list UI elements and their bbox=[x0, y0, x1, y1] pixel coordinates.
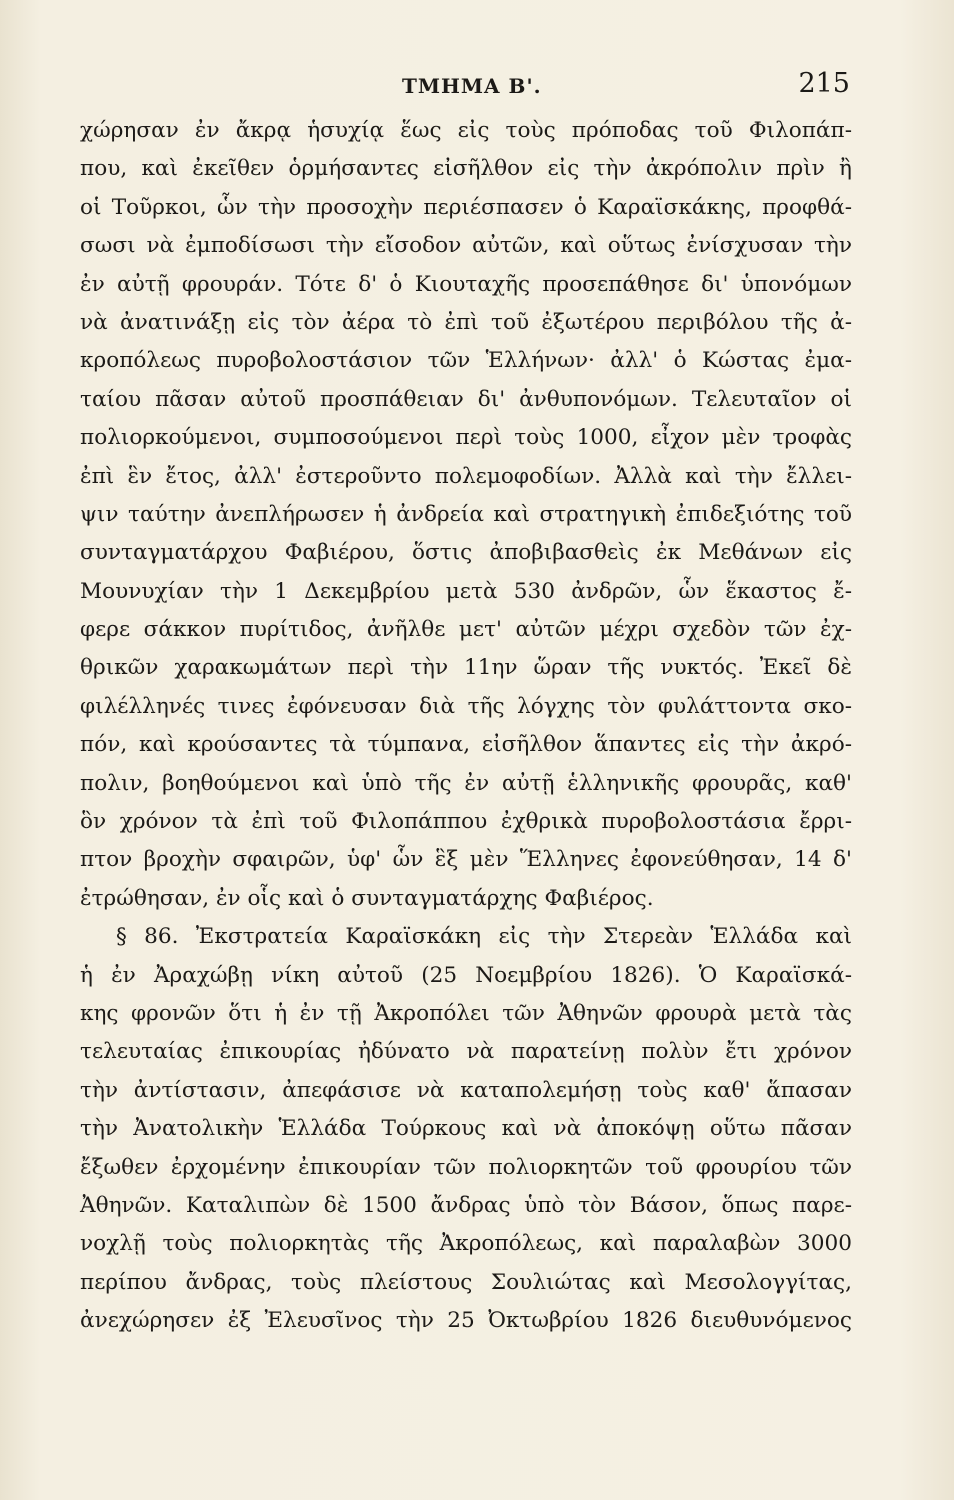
text-line: τὴν Ἀνατολικὴν Ἑλλάδα Τούρκους καὶ νὰ ἀποκόψῃ οὕτω πᾶσαν bbox=[80, 1116, 852, 1142]
text-line: ἀνεχώρησεν ἐξ Ἐλευσῖνος τὴν 25 Ὀκτωβρίου 1826 διευθυνόμενος bbox=[80, 1308, 852, 1334]
text-line: οἱ Τοῦρκοι, ὧν τὴν προσοχὴν περιέσπασεν ὁ Καραϊσκάκης, προφθά- bbox=[80, 194, 852, 220]
text-line: πολιορκούμενοι, συμποσούμενοι περὶ τοὺς 1000, εἶχον μὲν τροφὰς bbox=[80, 425, 852, 451]
body-text bbox=[80, 112, 852, 1341]
text-line: τελευταίας ἐπικουρίας ἠδύνατο νὰ παρατείνῃ πολὺν ἔτι χρόνον bbox=[80, 1039, 852, 1065]
section-heading-line: § 86. Ἐκστρατεία Καραϊσκάκη εἰς τὴν Στερεὰν Ἑλλάδα καὶ bbox=[116, 924, 852, 950]
text-line: νὰ ἀνατινάξῃ εἰς τὸν ἀέρα τὸ ἐπὶ τοῦ ἐξωτέρου περιβόλου τῆς ἀ- bbox=[80, 309, 852, 335]
text-line: πόν, καὶ κρούσαντες τὰ τύμπανα, εἰσῆλθον ἅπαντες εἰς τὴν ἀκρό- bbox=[80, 732, 852, 758]
text-line: πτον βροχὴν σφαιρῶν, ὑφ' ὧν ἓξ μὲν Ἕλληνες ἐφονεύθησαν, 14 δ' bbox=[80, 847, 852, 873]
text-line: ψιν ταύτην ἀνεπλήρωσεν ἡ ἀνδρεία καὶ στρατηγικὴ ἐπιδεξιότης τοῦ bbox=[80, 501, 852, 527]
text-line: ὃν χρόνον τὰ ἐπὶ τοῦ Φιλοπάππου ἐχθρικὰ πυροβολοστάσια ἔρρι- bbox=[80, 809, 852, 835]
page-header bbox=[80, 68, 850, 108]
text-line: φιλέλληνές τινες ἐφόνευσαν διὰ τῆς λόγχης τὸν φυλάττοντα σκο- bbox=[80, 693, 852, 719]
text-line: σωσι νὰ ἐμποδίσωσι τὴν εἴσοδον αὐτῶν, καὶ οὕτως ἐνίσχυσαν τὴν bbox=[80, 233, 852, 259]
text-line: κροπόλεως πυροβολοστάσιον τῶν Ἑλλήνων· ἀλλ' ὁ Κώστας ἐμα- bbox=[80, 348, 852, 374]
text-line: κης φρονῶν ὅτι ἡ ἐν τῇ Ἀκροπόλει τῶν Ἀθηνῶν φρουρὰ μετὰ τὰς bbox=[80, 1000, 852, 1026]
text-line: ἐτρώθησαν, ἐν οἷς καὶ ὁ συνταγματάρχης Φαβιέρος. bbox=[80, 885, 654, 911]
text-line: ἐπὶ ἓν ἔτος, ἀλλ' ἐστεροῦντο πολεμοφοδίων. Ἀλλὰ καὶ τὴν ἔλλει- bbox=[80, 463, 852, 489]
text-line: τὴν ἀντίστασιν, ἀπεφάσισε νὰ καταπολεμήσῃ τοὺς καθ' ἅπασαν bbox=[80, 1077, 852, 1103]
text-line: ἐν αὐτῇ φρουράν. Τότε δ' ὁ Κιουταχῆς προσεπάθησε δι' ὑπονόμων bbox=[80, 271, 852, 297]
text-line: περίπου ἄνδρας, τοὺς πλείστους Σουλιώτας καὶ Μεσολογγίτας, bbox=[80, 1269, 852, 1295]
text-line: συνταγματάρχου Φαβιέρου, ὅστις ἀποβιβασθεὶς ἐκ Μεθάνων εἰς bbox=[80, 540, 852, 566]
running-title: ΤΜΗΜΑ Β'. bbox=[402, 74, 542, 98]
page-number: 215 bbox=[798, 68, 850, 99]
text-line: Μουνυχίαν τὴν 1 Δεκεμβρίου μετὰ 530 ἀνδρῶν, ὧν ἕκαστος ἔ- bbox=[80, 578, 852, 604]
text-line: ἔξωθεν ἐρχομένην ἐπικουρίαν τῶν πολιορκητῶν τοῦ φρουρίου τῶν bbox=[80, 1154, 852, 1180]
text-line: πολιν, βοηθούμενοι καὶ ὑπὸ τῆς ἐν αὐτῇ ἑλληνικῆς φρουρᾶς, καθ' bbox=[80, 770, 852, 796]
text-line: θρικῶν χαρακωμάτων περὶ τὴν 11ην ὥραν τῆς νυκτός. Ἐκεῖ δὲ bbox=[80, 655, 852, 681]
text-line: χώρησαν ἐν ἄκρᾳ ἡσυχίᾳ ἕως εἰς τοὺς πρόποδας τοῦ Φιλοπάπ- bbox=[80, 118, 852, 143]
text-line: ταίου πᾶσαν αὐτοῦ προσπάθειαν δι' ἀνθυπονόμων. Τελευταῖον οἱ bbox=[80, 386, 852, 412]
text-line: νοχλῇ τοὺς πολιορκητὰς τῆς Ἀκροπόλεως, καὶ παραλαβὼν 3000 bbox=[80, 1231, 852, 1257]
text-line: που, καὶ ἐκεῖθεν ὁρμήσαντες εἰσῆλθον εἰς τὴν ἀκρόπολιν πρὶν ἢ bbox=[80, 156, 852, 182]
text-line: Ἀθηνῶν. Καταλιπὼν δὲ 1500 ἄνδρας ὑπὸ τὸν Βάσον, ὅπως παρε- bbox=[80, 1192, 852, 1218]
text-line: φερε σάκκον πυρίτιδος, ἀνῆλθε μετ' αὐτῶν μέχρι σχεδὸν τῶν ἐχ- bbox=[80, 617, 852, 643]
text-line: ἡ ἐν Ἀραχώβῃ νίκη αὐτοῦ (25 Νοεμβρίου 1826). Ὁ Καραϊσκά- bbox=[80, 962, 852, 988]
